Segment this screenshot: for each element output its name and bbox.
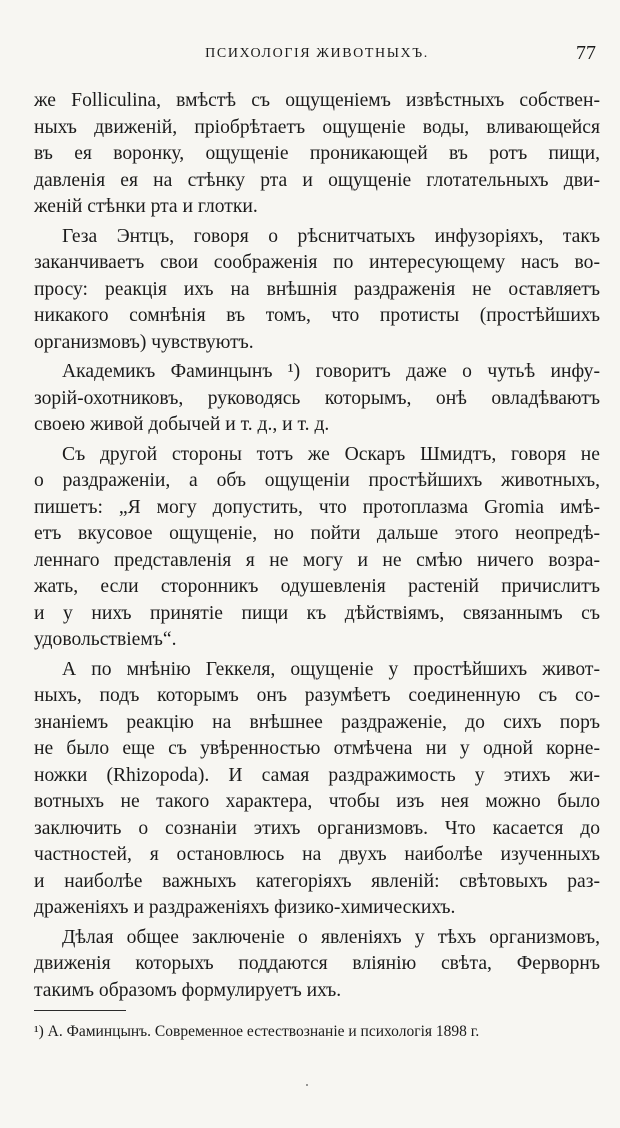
text-line: зорій-охотниковъ, руководясь которымъ, онѣ овладѣваютъ [34,387,600,409]
page-number: 77 [576,42,596,64]
text-line: пишетъ: „Я могу допустить, что протоплазма Gromia имѣ- [34,496,600,518]
text-line: етъ вкусовое ощущеніе, но пойти дальше этого неопредѣ- [34,523,600,544]
text-line: давленія ея на стѣнку рта и ощущеніе глотательныхъ дви- [34,169,600,191]
text-line: въ ея воронку, ощущеніе проникающей въ ротъ пищи, [34,143,600,164]
running-title: ПСИХОЛОГIЯ ЖИВОТНЫХЪ. [205,46,429,61]
text-line: Геза Энтцъ, говоря о рѣснитчатыхъ инфузоріяхъ, такъ [62,225,600,247]
paragraph-2 [34,224,600,357]
text-line: такимъ образомъ формулируетъ ихъ. [34,979,342,1001]
text-line: удовольствіемъ“. [34,629,177,650]
text-line: драженіяхъ и раздраженіяхъ физико-химическихъ. [34,897,456,918]
text-line: не было еще съ увѣренностью отмѣчена ни у одной корне- [34,738,600,759]
text-line: заключить о сознаніи этихъ организмовъ. Что касается до [34,817,600,839]
text-line: знаніемъ реакцію на внѣшнее раздраженіе, до сихъ поръ [34,711,600,733]
text-line: своею живой добычей и т. д., и т. д. [34,414,330,435]
text-line: женій стѣнки рта и глотки. [34,196,258,217]
page-header [34,42,600,72]
text-line: организмовъ) чувствуютъ. [34,331,254,353]
text-line: никакого сомнѣнія въ томъ, что протисты (простѣйшихъ [34,305,600,326]
footnote: ¹) А. Фаминцынъ. Современное естествознаніе и психологія 1898 г. [34,1023,480,1040]
text-line: А по мнѣнію Геккеля, ощущеніе у простѣйшихъ живот- [62,658,600,680]
paragraph-3 [34,359,600,439]
text-line: жать, если сторонникъ одушевленія растеній причислитъ [34,576,600,597]
text-line: Академикъ Фаминцынъ ¹) говоритъ даже о чутьѣ инфу- [62,361,600,382]
text-line: частностей, я остановлюсь на двухъ наиболѣе изученныхъ [34,844,600,865]
text-line: ныхъ движеній, пріобрѣтаетъ ощущеніе воды, вливающейся [34,116,600,138]
text-line: ножки (Rhizopoda). И самая раздражимость у этихъ жи- [34,764,600,786]
text-line: о раздраженіи, а объ ощущеніи простѣйшихъ животныхъ, [34,470,600,491]
text-line: ныхъ, подъ которымъ онъ разумѣетъ соединенную съ со- [34,685,600,706]
text-line: Съ другой стороны тотъ же Оскаръ Шмидтъ, говоря не [62,443,600,465]
text-line: Дѣлая общее заключеніе о явленіяхъ у тѣхъ организмовъ, [62,926,600,948]
text-line: и у нихъ принятіе пищи къ дѣйствіямъ, связаннымъ съ [34,602,600,624]
text-line: вотныхъ не такого характера, чтобы изъ нея можно было [34,791,600,812]
body-text [34,88,600,1007]
paper-speck [306,1084,308,1086]
paragraph-6 [34,925,600,1005]
paragraph-4 [34,442,600,654]
paragraph-1 [34,88,600,221]
text-line: движенія которыхъ поддаются вліянію свѣта, Ферворнъ [34,953,600,974]
paragraph-5 [34,657,600,922]
text-line: заканчиваетъ свои соображенія по интересующему насъ во- [34,252,600,273]
text-line: просу: реакція ихъ на внѣшнія раздраженія не оставляетъ [34,278,600,300]
text-line: леннаго представленія я не могу и не смѣю ничего возра- [34,549,600,571]
text-line: же Folliculina, вмѣстѣ съ ощущеніемъ извѣстныхъ собствен- [34,90,600,111]
footnote-rule [34,1010,126,1011]
text-line: и наиболѣе важныхъ категоріяхъ явленій: свѣтовыхъ раз- [34,870,600,892]
